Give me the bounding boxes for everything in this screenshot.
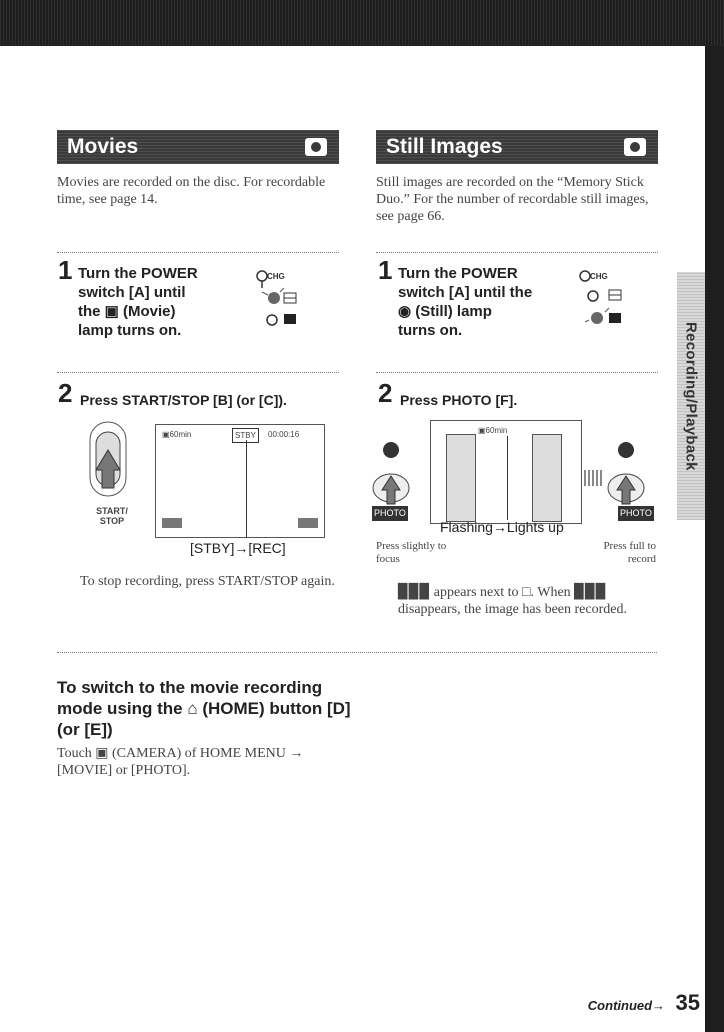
press-slightly-note: Press slightly to focus	[376, 540, 447, 565]
divider	[376, 252, 658, 253]
scene-icon	[298, 518, 318, 528]
menu-icon	[162, 518, 182, 528]
still-lamp-diagram	[575, 266, 645, 338]
stby-rec-label: [STBY]→[REC]	[190, 540, 286, 556]
movies-step1-text: Turn the POWER switch [A] until the ▣ (Movie) lamp turns on.	[78, 265, 198, 339]
side-tab-label: Recording/Playback	[682, 321, 700, 471]
home-switch-text: Touch ▣ (CAMERA) of HOME MENU → [MOVIE] or [PHOTO].	[57, 746, 304, 778]
top-bar	[0, 0, 724, 46]
movies-lamp-diagram	[252, 266, 322, 338]
still-chg-label: CHG	[590, 272, 608, 281]
movies-intro: Movies are recorded on the disc. For recordable time, see page 14.	[57, 175, 326, 207]
photo-label-right: PHOTO	[618, 506, 654, 521]
movies-banner	[57, 130, 339, 164]
side-tab-label-wrap	[677, 272, 705, 520]
callout-line	[246, 440, 247, 538]
page-number: 35	[675, 990, 700, 1015]
photo-label-left: PHOTO	[372, 506, 408, 521]
still-banner	[376, 130, 658, 164]
divider	[57, 252, 339, 253]
still-step1-text: Turn the POWER switch [A] until the ◉ (Still) lamp turns on.	[398, 265, 533, 339]
divider	[57, 652, 657, 653]
focus-frame-left	[446, 434, 476, 522]
movies-screen-remaining: ▣60min	[162, 430, 192, 439]
movies-step1-number: 1	[58, 255, 73, 285]
continued-label: Continued→	[587, 998, 666, 1013]
callout-line	[507, 436, 508, 520]
camera-icon	[624, 138, 646, 156]
movies-screen-stby: STBY	[232, 428, 259, 443]
movies-banner-title: Movies	[67, 135, 139, 158]
still-step1-number: 1	[378, 255, 393, 285]
flashing-label: Flashing→Lights up	[440, 519, 564, 535]
press-full-note: Press full to record	[603, 540, 656, 565]
arrow-icon	[584, 470, 602, 486]
movies-step2-text: Press START/STOP [B] (or [C]).	[80, 392, 287, 408]
movies-step2-number: 2	[58, 378, 73, 408]
still-banner-title: Still Images	[386, 135, 503, 158]
right-edge-bar	[705, 46, 724, 1032]
start-stop-label: START/ STOP	[96, 506, 128, 526]
movies-screen-time: 00:00:16	[268, 430, 300, 439]
still-intro: Still images are recorded on the “Memory Stick Duo.” For the number of recordable still images, see page 66.	[376, 175, 649, 224]
focus-frame-right	[532, 434, 562, 522]
divider	[376, 372, 658, 373]
start-stop-button-diagram	[82, 420, 138, 502]
movies-stop-note: To stop recording, press START/STOP again.	[80, 574, 335, 589]
movies-chg-label: CHG	[267, 272, 285, 281]
still-step2-text: Press PHOTO [F].	[400, 392, 518, 408]
still-screen-remaining: ▣60min	[478, 426, 508, 435]
divider	[57, 372, 339, 373]
still-recorded-note: ▉▉▉ appears next to □. When ▉▉▉ disappears, the image has been recorded.	[398, 585, 627, 617]
home-switch-heading: To switch to the movie recording mode using the ⌂ (HOME) button [D] (or [E])	[57, 678, 351, 739]
film-icon	[305, 138, 327, 156]
still-step2-number: 2	[378, 378, 393, 408]
footer	[540, 990, 700, 1016]
